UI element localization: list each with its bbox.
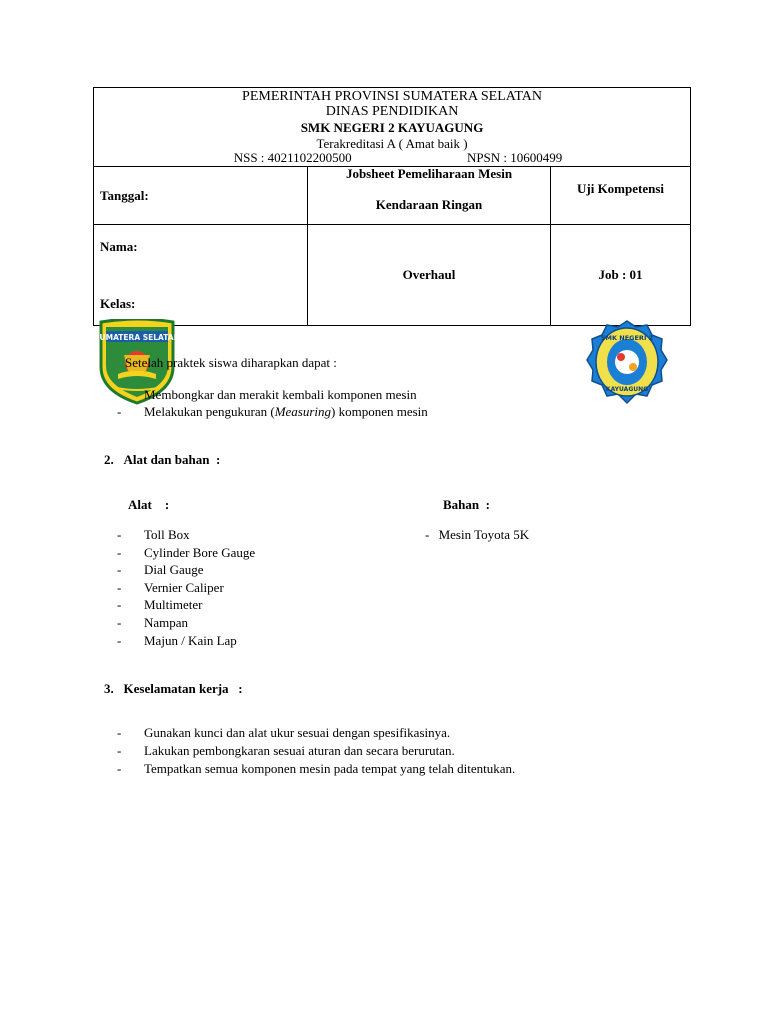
section-3-title: 3. Keselamatan kerja : xyxy=(104,681,243,696)
bullet-dash: - xyxy=(117,743,122,758)
alat-item: Vernier Caliper xyxy=(144,579,224,595)
bullet-dash: - xyxy=(117,761,122,776)
objective-2-dash: - xyxy=(117,404,122,419)
tanggal-cell xyxy=(94,167,308,225)
list-item xyxy=(117,527,190,545)
bullet-dash: - xyxy=(117,544,122,560)
safety-item: Lakukan pembongkaran sesuai aturan dan secara berurutan. xyxy=(144,743,455,758)
list-item xyxy=(117,725,451,743)
list-item xyxy=(117,632,237,651)
bullet-dash: - xyxy=(117,579,122,595)
bullet-dash: - xyxy=(117,725,122,740)
bahan-item: Mesin Toyota 5K xyxy=(438,527,530,542)
school-logo xyxy=(586,319,668,409)
nss: NSS : 4021102200500 xyxy=(233,150,352,165)
objective-2-pre: Melakukan pengukuran ( xyxy=(144,404,275,419)
safety-item: Gunakan kunci dan alat ukur sesuai dengan spesifikasinya. xyxy=(144,725,451,740)
alat-item: Nampan xyxy=(144,614,189,630)
id-numbers xyxy=(94,151,690,165)
bahan-label: Bahan : xyxy=(443,497,490,512)
school-name: SMK NEGERI 2 KAYUAGUNG xyxy=(300,120,484,135)
list-item xyxy=(117,743,455,761)
list-item xyxy=(117,544,256,563)
topic-label: Overhaul xyxy=(402,267,456,282)
alat-item: Toll Box xyxy=(144,527,190,542)
uji-cell xyxy=(551,167,691,225)
letterhead xyxy=(94,88,691,167)
objective-1: Membongkar dan merakit kembali komponen mesin xyxy=(144,387,417,402)
jobsheet-cell xyxy=(308,167,551,225)
bullet-dash: - xyxy=(117,527,122,542)
dept-title: DINAS PENDIDIKAN xyxy=(325,104,459,119)
bahan-list xyxy=(425,527,529,543)
school-logo-top-text: SMK NEGERI 2 xyxy=(600,334,654,342)
safety-list xyxy=(117,725,516,779)
bullet-dash: - xyxy=(117,597,122,613)
uji-label: Uji Kompetensi xyxy=(576,181,665,196)
gov-title: PEMERINTAH PROVINSI SUMATERA SELATAN xyxy=(242,89,542,104)
alat-label: Alat : xyxy=(128,497,170,512)
bullet-dash: - xyxy=(117,614,122,630)
accreditation: Terakreditasi A ( Amat baik ) xyxy=(316,136,468,151)
alat-item: Multimeter xyxy=(144,597,203,613)
bullet-dash: - xyxy=(117,562,122,578)
safety-item: Tempatkan semua komponen mesin pada tempat yang telah ditentukan. xyxy=(144,761,516,776)
jobsheet-title-1: Jobsheet Pemeliharaan Mesin xyxy=(345,166,513,181)
list-item xyxy=(117,579,224,598)
alat-item: Majun / Kain Lap xyxy=(144,632,237,648)
list-item xyxy=(117,562,204,580)
list-item xyxy=(117,597,203,615)
job-cell xyxy=(551,225,691,326)
school-logo-bottom-text: KAYUAGUNG xyxy=(605,386,649,393)
objective-2-italic: Measuring xyxy=(274,404,332,419)
alat-item: Dial Gauge xyxy=(144,562,204,578)
nama-kelas-cell xyxy=(94,225,308,326)
section-2-title: 2. Alat dan bahan : xyxy=(104,452,221,467)
jobsheet-title-2: Kendaraan Ringan xyxy=(375,197,483,212)
objective-2 xyxy=(144,404,428,420)
job-label: Job : 01 xyxy=(598,267,643,282)
topic-cell xyxy=(308,225,551,326)
bullet-dash: - xyxy=(117,632,122,648)
tanggal-label: Tanggal: xyxy=(100,187,149,203)
objectives-intro: Setelah praktek siswa diharapkan dapat : xyxy=(125,355,337,370)
kelas-label: Kelas: xyxy=(100,296,136,311)
alat-list xyxy=(117,527,256,650)
objective-2-post: ) komponen mesin xyxy=(331,404,428,419)
alat-item: Cylinder Bore Gauge xyxy=(144,544,256,560)
list-item xyxy=(117,761,516,779)
npsn: NPSN : 10600499 xyxy=(466,150,563,165)
bullet-dash: - xyxy=(425,527,430,542)
sumsel-emblem-text: SUMATERA SELATAN xyxy=(98,333,176,342)
header-table xyxy=(93,87,691,326)
list-item xyxy=(117,614,189,633)
nama-label: Nama: xyxy=(100,239,138,254)
